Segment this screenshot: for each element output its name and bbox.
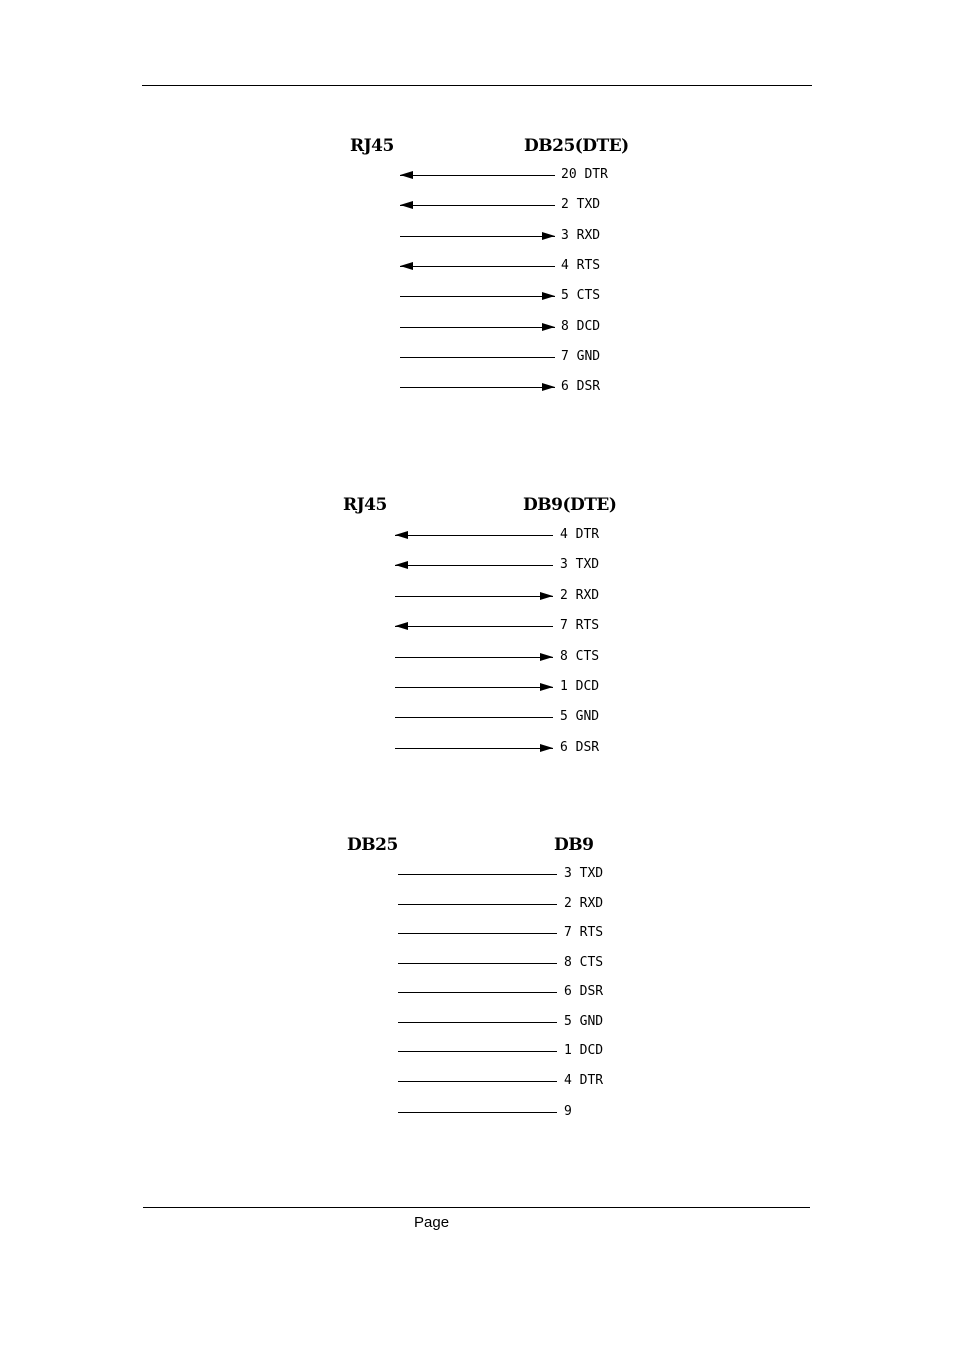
- wire-line: [395, 717, 553, 718]
- right-pin-label: 8 DCD: [561, 318, 601, 334]
- right-pin-label: 20 DTR: [561, 167, 608, 182]
- right-pin-label: 7 GND: [561, 348, 601, 364]
- right-pin-label: 7 RTS: [560, 618, 600, 634]
- wire-line: [398, 1022, 557, 1023]
- wire-line: [398, 933, 557, 934]
- footer-rule: [143, 1207, 810, 1208]
- wire-line: [398, 992, 557, 993]
- right-connector-header: DB9(DTE): [523, 495, 617, 515]
- right-connector-header: DB9: [554, 835, 594, 855]
- right-pin-label: 7 RTS: [564, 925, 604, 940]
- wire-arrow-right: [395, 687, 553, 688]
- wire-line: [398, 963, 557, 964]
- right-pin-label: 3 TXD: [560, 557, 600, 573]
- right-pin-label: 6 DSR: [561, 379, 601, 395]
- wire-line: [398, 904, 557, 905]
- wire-arrow-left: [395, 626, 553, 627]
- right-pin-label: 1 DCD: [560, 679, 600, 694]
- wire-arrow-left: [400, 175, 555, 176]
- wire-arrow-left: [400, 205, 555, 206]
- wire-arrow-right: [400, 236, 555, 237]
- wire-line: [398, 1081, 557, 1082]
- wire-arrow-right: [395, 748, 553, 749]
- right-pin-label: 5 GND: [564, 1013, 604, 1029]
- wire-arrow-right: [395, 657, 553, 658]
- wire-arrow-right: [400, 296, 555, 297]
- right-connector-header: DB25(DTE): [524, 136, 629, 156]
- right-pin-label: 2 RXD: [560, 587, 600, 603]
- right-pin-label: 4 RTS: [561, 257, 601, 273]
- wire-line: [398, 1051, 557, 1052]
- right-pin-label: 2 TXD: [561, 197, 601, 213]
- page-label: Page: [414, 1214, 450, 1231]
- right-pin-label: 9: [564, 1104, 572, 1119]
- wire-line: [398, 874, 557, 875]
- wire-arrow-right: [400, 387, 555, 388]
- right-pin-label: 6 DSR: [560, 739, 600, 755]
- right-pin-label: 3 RXD: [561, 227, 601, 243]
- right-pin-label: 5 GND: [560, 709, 600, 725]
- header-rule: [142, 85, 812, 86]
- right-pin-label: 8 CTS: [560, 648, 600, 664]
- left-connector-header: RJ45: [350, 136, 394, 156]
- wire-arrow-left: [395, 535, 553, 536]
- left-connector-header: DB25: [347, 835, 398, 855]
- wire-arrow-left: [400, 266, 555, 267]
- wire-arrow-left: [395, 565, 553, 566]
- left-connector-header: RJ45: [343, 495, 387, 515]
- wire-arrow-right: [395, 596, 553, 597]
- wire-line: [398, 1112, 557, 1113]
- right-pin-label: 6 DSR: [564, 984, 604, 999]
- wire-arrow-right: [400, 327, 555, 328]
- right-pin-label: 8 CTS: [564, 954, 604, 970]
- right-pin-label: 4 DTR: [564, 1072, 604, 1088]
- right-pin-label: 5 CTS: [561, 288, 601, 304]
- right-pin-label: 4 DTR: [560, 527, 600, 542]
- right-pin-label: 3 TXD: [564, 866, 604, 881]
- wire-line: [400, 357, 555, 358]
- right-pin-label: 1 DCD: [564, 1043, 604, 1058]
- right-pin-label: 2 RXD: [564, 895, 604, 911]
